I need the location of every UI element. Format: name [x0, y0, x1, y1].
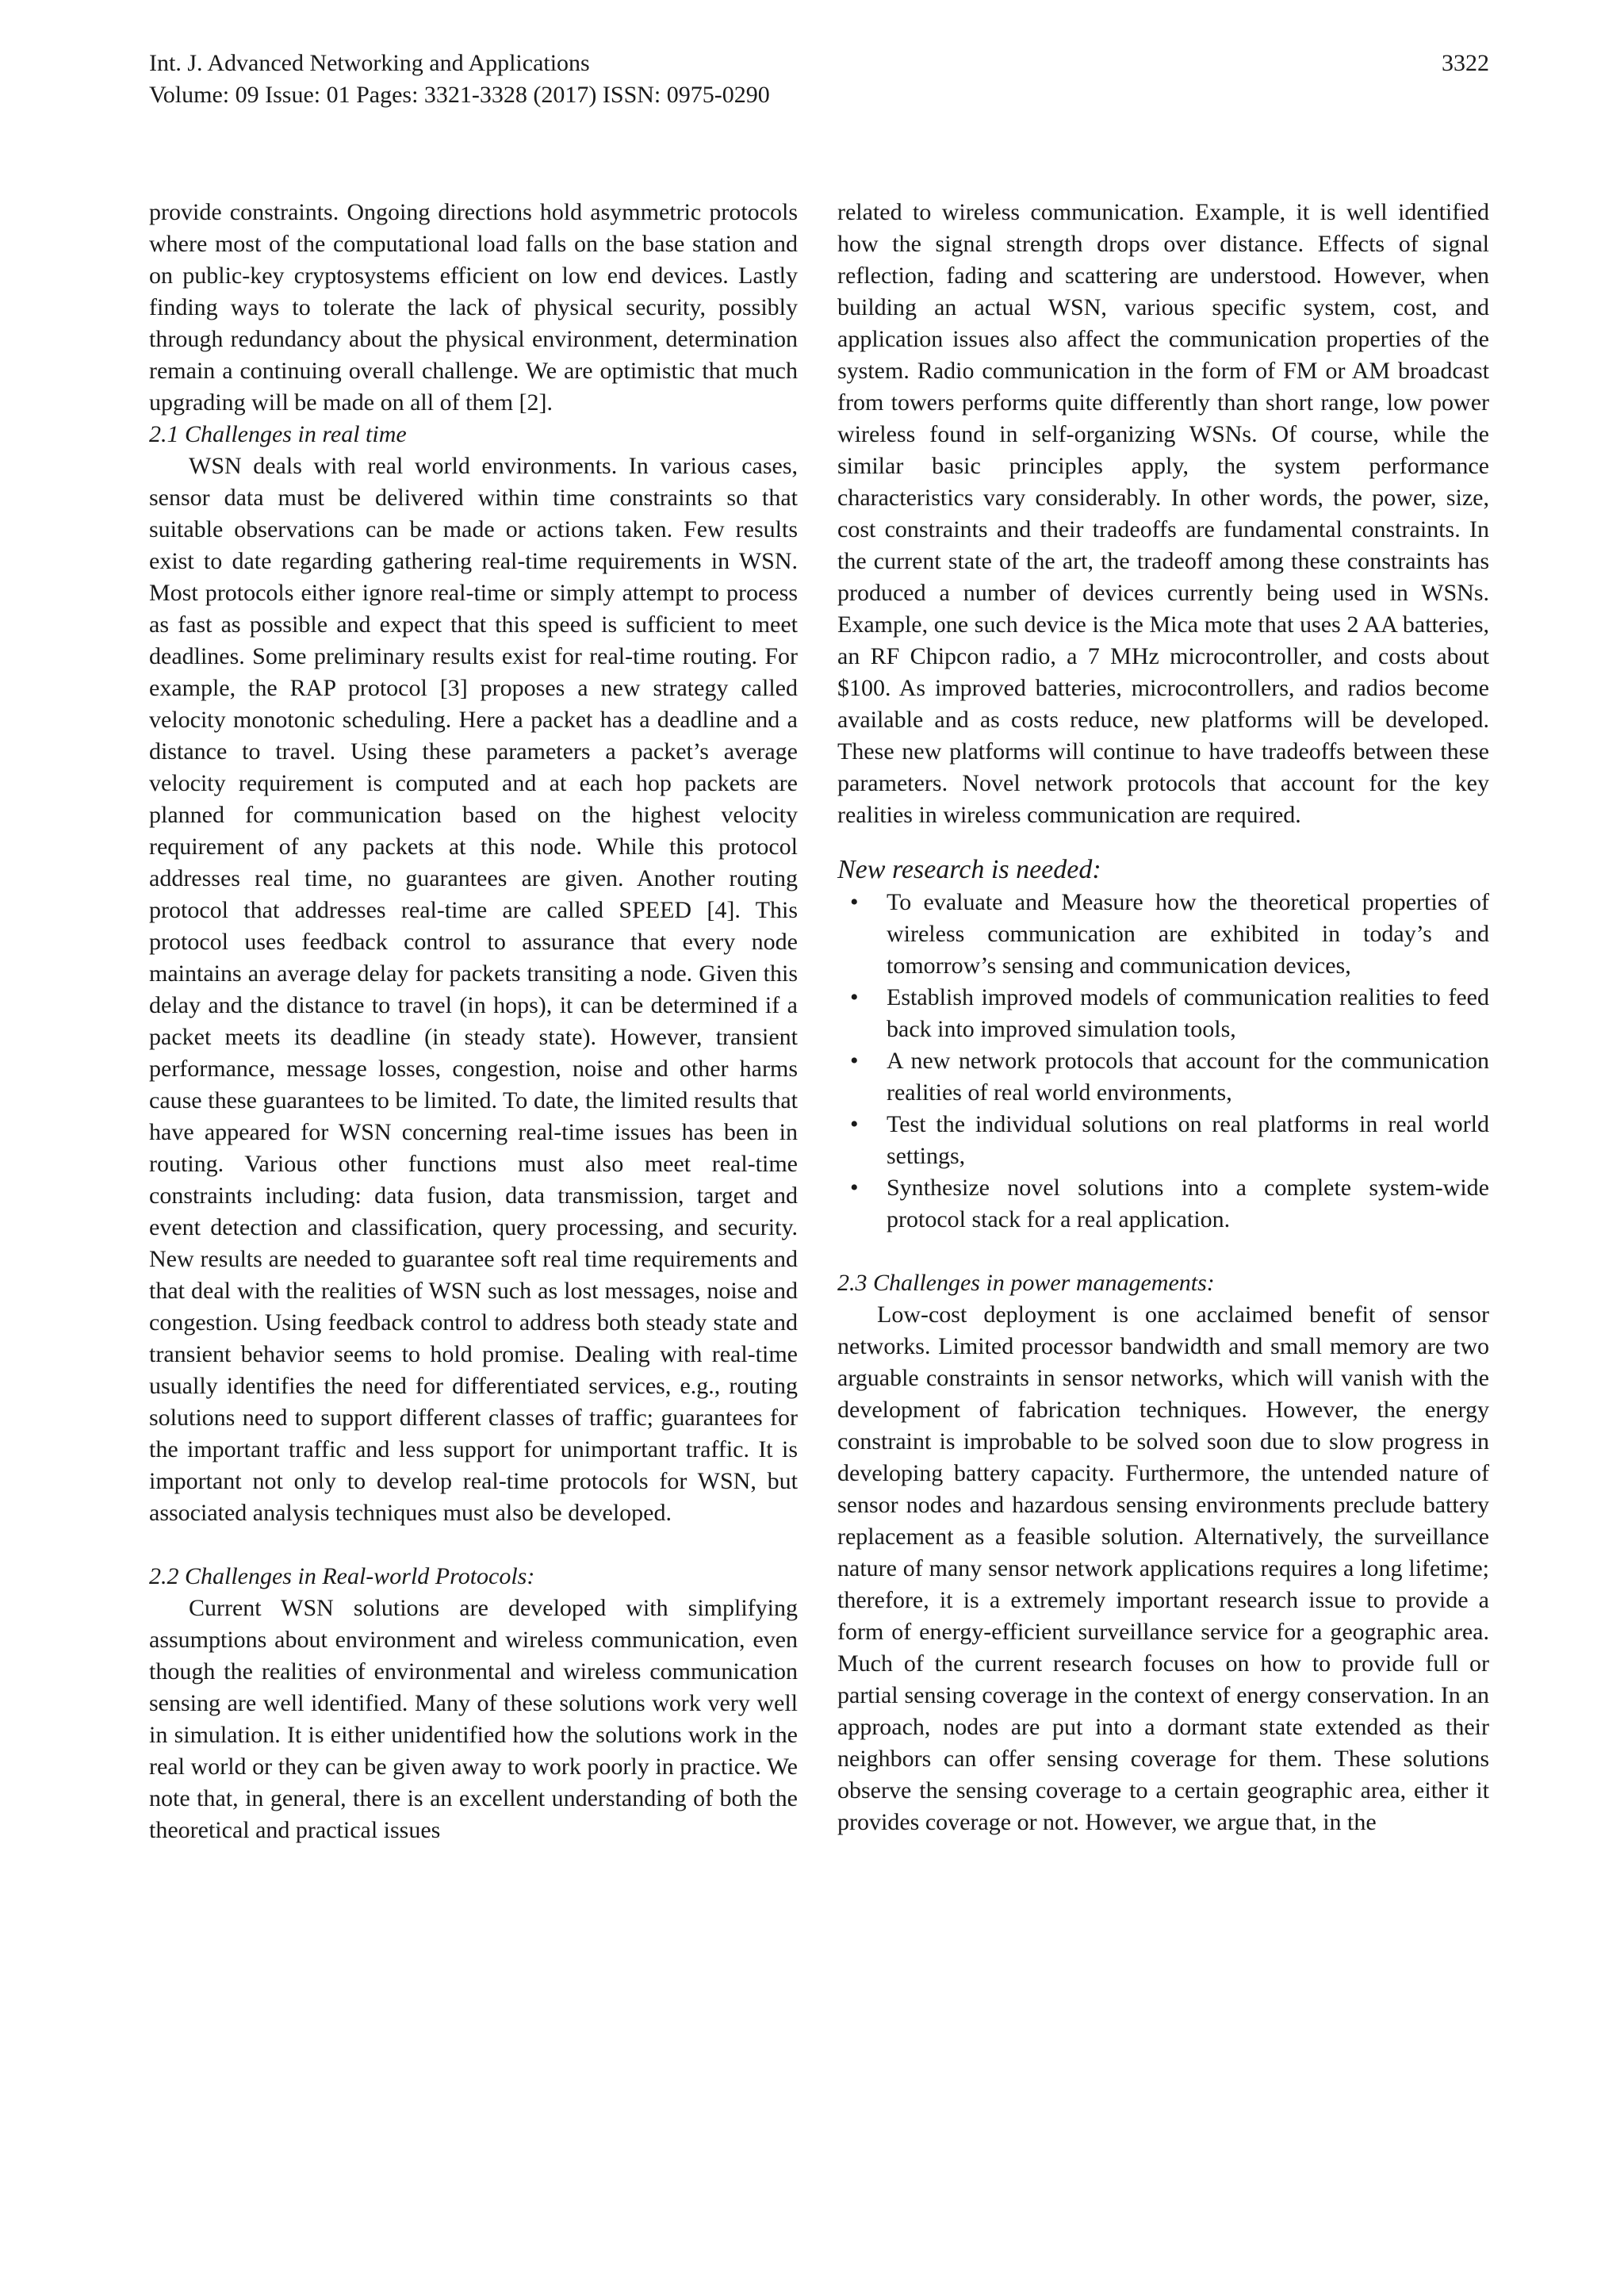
list-item-text: To evaluate and Measure how the theoretical properties of wireless communication are exhibited in today’s and tomorrow’s sensing and communication devices, — [887, 889, 1489, 979]
journal-title: Int. J. Advanced Networking and Applications — [149, 50, 590, 76]
volume-info: Volume: 09 Issue: 01 Pages: 3321-3328 (2017) ISSN: 0975-0290 — [149, 82, 770, 108]
bullet-icon: • — [850, 1048, 859, 1074]
running-header — [149, 48, 1489, 111]
section-2-1-paragraph: WSN deals with real world environments. In various cases, sensor data must be delivered within time constraints so that suitable observations can be made or actions taken. Few results exist to date regarding gathering real-time requirements in WSN. Most protocols either ignore real-time or simply attempt to process as fast as possible and expect that this speed is sufficient to meet deadlines. Some preliminary results exist for real-time routing. For example, the RAP protocol [3] proposes a new strategy called velocity monotonic scheduling. Here a packet has a deadline and a distance to travel. Using these parameters a packet’s average velocity requirement is computed and at each hop packets are planned for communication based on the highest velocity requirement of any packets at this node. While this protocol addresses real time, no guarantees are given. Another routing protocol that addresses real-time are called SPEED [4]. This protocol uses feedback control to assurance that every node maintains an average delay for packets transiting a node. Given this delay and the distance to travel (in hops), it can be determined if a packet meets its deadline (in steady state). However, transient performance, message losses, congestion, noise and other harms cause these guarantees to be limited. To date, the limited results that have appeared for WSN concerning real-time issues has been in routing. Various other functions must also meet real-time constraints including: data fusion, data transmission, target and event detection and classification, query processing, and security. New results are needed to guarantee soft real time requirements and that deal with the realities of WSN such as lost messages, noise and congestion. Using feedback control to address both steady state and transient behavior seems to hold promise. Dealing with real-time usually identifies the need for differentiated services, e.g., routing solutions need to support different classes of traffic; guarantees for the important traffic and less support for unimportant traffic. It is important not only to develop real-time protocols for WSN, but associated analysis techniques must also be developed. — [149, 453, 798, 1526]
research-needed-heading: New research is needed: — [837, 855, 1101, 884]
intro-paragraph: provide constraints. Ongoing directions hold asymmetric protocols where most of the computational load falls on the base station and on public-key cryptosystems efficient on low end devices. Lastly finding ways to tolerate the lack of physical security, possibly through redundancy about the physical environment, determination remain a continuing overall challenge. We are optimistic that much upgrading will be made on all of them [2]. — [149, 199, 798, 416]
bullet-icon: • — [850, 1111, 859, 1137]
list-item — [837, 1172, 1489, 1236]
bullet-icon: • — [850, 1175, 859, 1201]
page-number: 3322 — [1442, 50, 1489, 76]
list-item — [837, 1109, 1489, 1172]
research-list — [837, 887, 1489, 1236]
section-2-1-heading: 2.1 Challenges in real time — [149, 421, 407, 447]
section-2-2-heading: 2.2 Challenges in Real-world Protocols: — [149, 1563, 535, 1589]
list-item — [837, 1045, 1489, 1109]
right-column — [837, 197, 1489, 1838]
continuation-paragraph: related to wireless communication. Example, it is well identified how the signal strength drops over distance. Effects of signal reflection, fading and scattering are understood. However, when building an actual WSN, various specific system, cost, and application issues also affect the communication properties of the system. Radio communication in the form of FM or AM broadcast from towers performs quite differently than short range, low power wireless found in self-organizing WSNs. Of course, while the similar basic principles apply, the system performance characteristics vary considerably. In other words, the power, size, cost constraints and their tradeoffs are fundamental constraints. In the current state of the art, the tradeoff among these constraints has produced a number of devices currently being used in WSNs. Example, one such device is the Mica mote that uses 2 AA batteries, an RF Chipcon radio, a 7 MHz microcontroller, and costs about $100. As improved batteries, microcontrollers, and radios become available and as costs reduce, new platforms will be developed. These new platforms will continue to have tradeoffs between these parameters. Novel network protocols that account for the key realities in wireless communication are required. — [837, 199, 1489, 828]
section-2-3-paragraph: Low-cost deployment is one acclaimed benefit of sensor networks. Limited processor bandwidth and small memory are two arguable constraints in sensor networks, which will vanish with the development of fabrication techniques. However, the energy constraint is improbable to be solved soon due to slow progress in developing battery capacity. Furthermore, the untended nature of sensor nodes and hazardous sensing environments preclude battery replacement as a feasible solution. Alternatively, the surveillance nature of many sensor network applications requires a long lifetime; therefore, it is a extremely important research issue to provide a form of energy-efficient surveillance service for a geographic area. Much of the current research focuses on how to provide full or partial sensing coverage in the context of energy conservation. In an approach, nodes are put into a dormant state extended as their neighbors can offer sensing coverage for them. These solutions observe the sensing coverage to a certain geographic area, either it provides coverage or not. However, we argue that, in the — [837, 1301, 1489, 1835]
list-item-text: A new network protocols that account for the communication realities of real world environments, — [887, 1048, 1489, 1106]
list-item — [837, 982, 1489, 1045]
bullet-icon: • — [850, 889, 859, 915]
list-item-text: Test the individual solutions on real platforms in real world settings, — [887, 1111, 1489, 1169]
section-2-3-heading: 2.3 Challenges in power managements: — [837, 1270, 1215, 1296]
section-2-2-paragraph: Current WSN solutions are developed with simplifying assumptions about environment and wireless communication, even though the realities of environmental and wireless communication sensing are well identified. Many of these solutions work very well in simulation. It is either unidentified how the solutions work in the real world or they can be given away to work poorly in practice. We note that, in general, there is an excellent understanding of both the theoretical and practical issues — [149, 1595, 798, 1843]
list-item-text: Synthesize novel solutions into a complete system-wide protocol stack for a real application. — [887, 1175, 1489, 1232]
bullet-icon: • — [850, 984, 859, 1010]
left-column — [149, 197, 798, 1846]
list-item — [837, 887, 1489, 982]
list-item-text: Establish improved models of communication realities to feed back into improved simulation tools, — [887, 984, 1489, 1042]
